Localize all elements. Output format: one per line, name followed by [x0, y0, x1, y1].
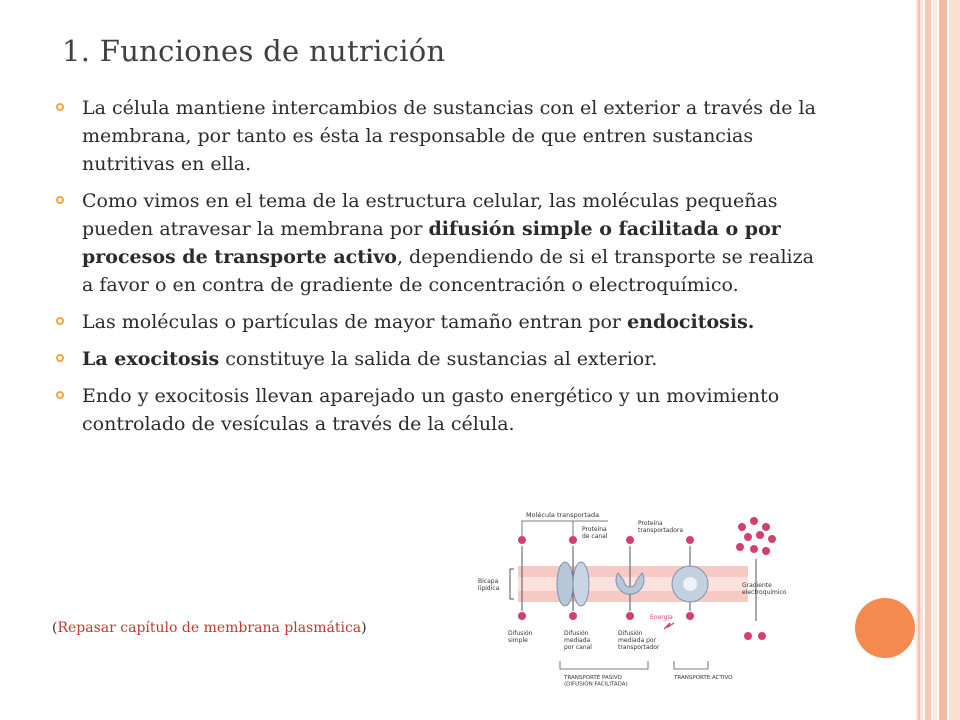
- channel-protein-left: [557, 562, 573, 606]
- review-note: [52, 620, 367, 636]
- molecule-bottom-4: [686, 612, 694, 620]
- decorative-orange-circle: [855, 598, 915, 658]
- molecule-top-2: [569, 536, 577, 544]
- bullet-marker-icon: [56, 317, 64, 325]
- label-bilayer: Bicapa lipídica: [478, 578, 500, 592]
- bullet-text: Como vimos en el tema de la estructura celular, las moléculas pequeñas pueden atravesar la membrana por: [82, 190, 778, 240]
- bullet-text-bold: difusión simple o facilitada o por procesos de transporte activo: [82, 218, 781, 268]
- bullet-text: Las moléculas o partículas de mayor tamaño entran por: [82, 311, 628, 333]
- molecule-bottom-3: [626, 612, 634, 620]
- bullet-text-bold: endocitosis.: [627, 311, 755, 333]
- bilayer-bracket: [510, 569, 514, 599]
- review-membrane-link[interactable]: Repasar capítulo de membrana plasmática: [57, 620, 362, 636]
- bullet-item: [50, 94, 830, 178]
- energy-bolt: [664, 623, 674, 629]
- membrane-transport-diagram: [478, 503, 798, 693]
- review-open-paren: (: [52, 620, 58, 636]
- label-molecule: Molécula transportada: [526, 511, 600, 519]
- molecule-top-1: [518, 536, 526, 544]
- molecule-bottom-2: [569, 612, 577, 620]
- bullet-marker-icon: [56, 391, 64, 399]
- label-energy: Energía: [650, 614, 673, 621]
- bullet-marker-icon: [56, 354, 64, 362]
- decorative-stripes: [916, 0, 960, 720]
- active-pump-core: [683, 577, 697, 591]
- molecule-bottom-1: [518, 612, 526, 620]
- label-active-transport: TRANSPORTE ACTIVO: [674, 675, 733, 681]
- label-simple-diffusion: Difusión simple: [508, 630, 533, 644]
- bullet-item: [50, 345, 830, 373]
- bullet-item: [50, 382, 830, 438]
- label-channel-protein: Proteína de canal: [582, 526, 608, 540]
- active-bracket: [674, 661, 708, 669]
- label-channel-mediated: Difusión mediada por canal: [564, 630, 592, 651]
- bullet-text: , dependiendo de si el transporte se realiza a favor o en contra de gradiente de concentración o electroquímico.: [82, 246, 814, 296]
- frame-line: [918, 0, 920, 720]
- passive-bracket: [560, 661, 648, 669]
- label-passive-transport: TRANSPORTE PASIVO (DIFUSIÓN FACILITADA): [564, 675, 628, 688]
- bullet-marker-icon: [56, 196, 64, 204]
- gradient-cluster: [736, 517, 776, 555]
- bullet-text: Endo y exocitosis llevan aparejado un gasto energético y un movimiento controlado de vesículas a través de la célula.: [82, 385, 780, 435]
- molecule-top-3: [626, 536, 634, 544]
- label-gradient: Gradiente electroquímico: [742, 582, 787, 596]
- bullet-item: [50, 187, 830, 299]
- molecule-top-4: [686, 536, 694, 544]
- gradient-molecule-bottom-2: [758, 632, 766, 640]
- label-carrier-protein: Proteína transportadora: [638, 520, 684, 534]
- bullet-text: constituye la salida de sustancias al exterior.: [219, 348, 658, 370]
- bullet-text: La célula mantiene intercambios de sustancias con el exterior a través de la membrana, por tanto es ésta la responsable de que entren sustancias nutritivas en ella.: [82, 97, 816, 175]
- bullet-marker-icon: [56, 103, 64, 111]
- bullet-list: [50, 94, 830, 447]
- review-close-paren: ): [361, 620, 367, 636]
- bullet-text-bold: La exocitosis: [82, 348, 220, 370]
- channel-protein-right: [573, 562, 589, 606]
- bullet-item: [50, 308, 830, 336]
- slide-title: 1. Funciones de nutrición: [62, 34, 446, 68]
- label-carrier-mediated: Difusión mediada por transportador: [618, 630, 660, 651]
- gradient-molecule-bottom-1: [744, 632, 752, 640]
